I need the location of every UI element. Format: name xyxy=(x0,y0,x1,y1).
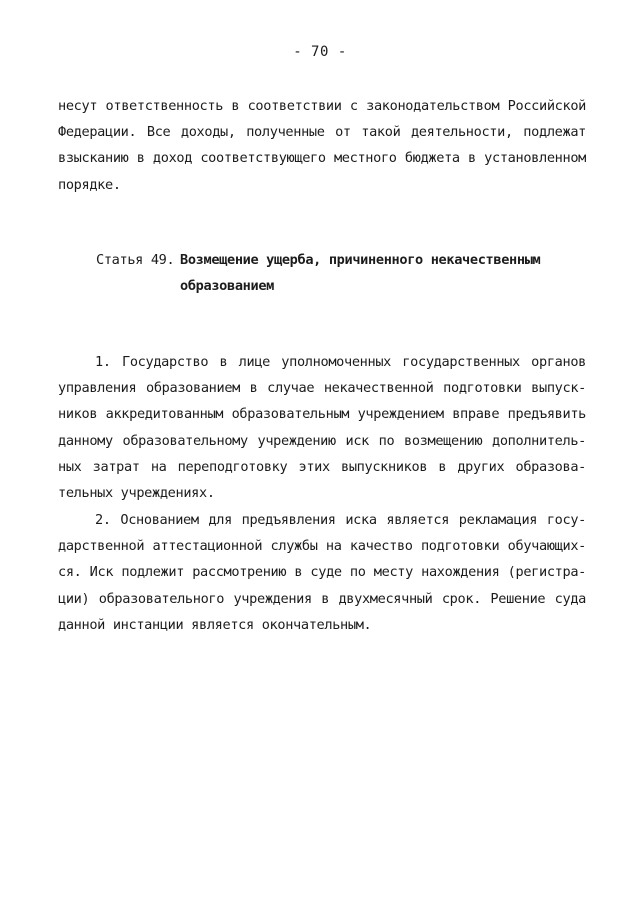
article-label: Статья 49. xyxy=(96,252,175,268)
page-number: - 70 - xyxy=(293,44,347,60)
text-line: взысканию в доход соответствующего местного бюджета в установленном xyxy=(58,150,586,167)
text-line: ции) образовательного учреждения в двухмесячный срок. Решение суда xyxy=(58,590,586,607)
paragraph-1 xyxy=(58,349,586,506)
text-line: тельных учреждениях. xyxy=(58,484,215,501)
text-line: ных затрат на переподготовку этих выпускников в других образова- xyxy=(58,458,586,475)
article-heading xyxy=(96,247,576,299)
text-line: дарственной аттестационной службы на качество подготовки обучающих- xyxy=(58,538,586,555)
text-line: порядке. xyxy=(58,176,121,193)
text-line: управления образованием в случае некачественной подготовки выпуск- xyxy=(58,380,586,397)
text-line: данному образовательному учреждению иск по возмещению дополнитель- xyxy=(58,432,586,449)
text-line: данной инстанции является окончательным. xyxy=(58,616,372,633)
article-title-continuation: образованием xyxy=(180,278,275,295)
text-line: 1. Государство в лице уполномоченных государственных органов xyxy=(95,354,586,370)
text-line: 2. Основанием для предъявления иска является рекламация госу- xyxy=(95,512,586,528)
text-line: ников аккредитованным образовательным учреждением вправе предъявить xyxy=(58,406,586,423)
text-line: ся. Иск подлежит рассмотрению в суде по месту нахождения (регистра- xyxy=(58,564,586,581)
text-line: несут ответственность в соответствии с законодательством Российской xyxy=(58,98,586,114)
text-line: Федерации. Все доходы, полученные от такой деятельности, подлежат xyxy=(58,124,586,141)
paragraph-2 xyxy=(58,507,586,638)
intro-paragraph xyxy=(58,93,586,198)
article-title: Возмещение ущерба, причиненного некачественным xyxy=(180,252,541,268)
